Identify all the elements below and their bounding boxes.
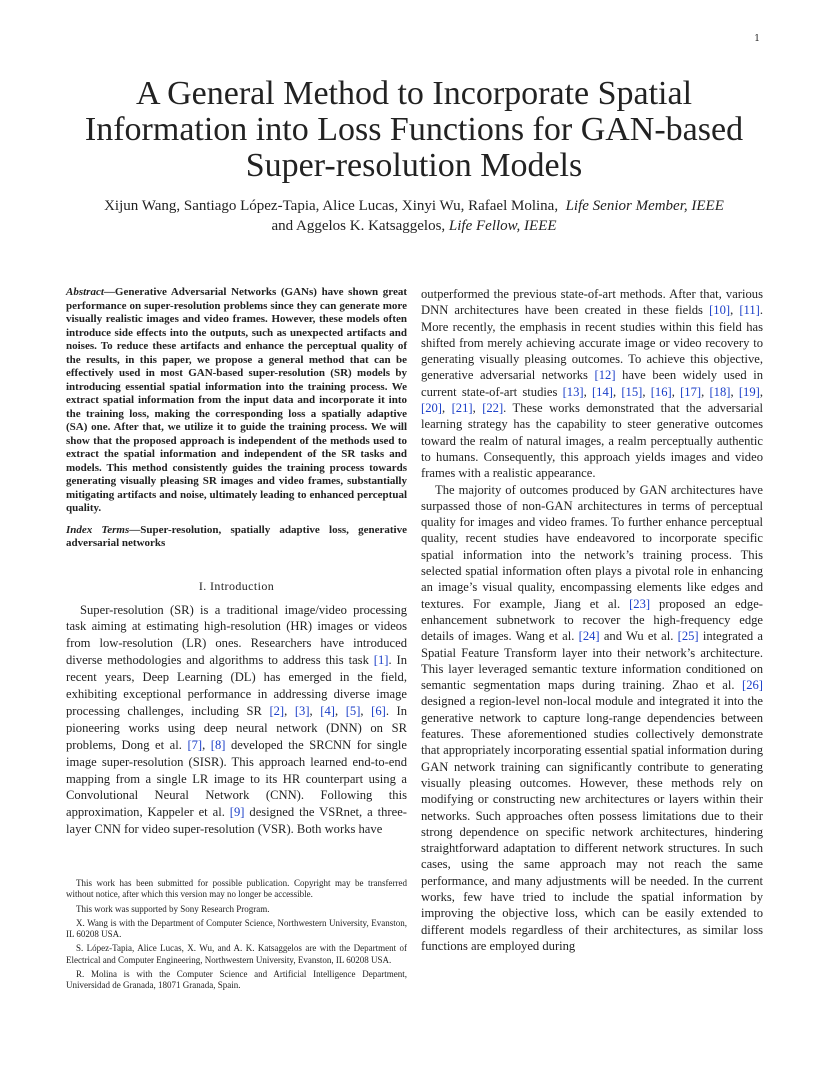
text-span: integrated a Spatial Feature Transform layer into their network’s architecture. This layer leveraged semantic texture information conditioned on semantic segmentation maps during training. Zhao et al. [421, 629, 763, 693]
author-names: and Aggelos K. Katsaggelos, [271, 218, 446, 234]
text-span: , [309, 703, 321, 718]
footnote: S. López-Tapia, Alice Lucas, X. Wu, and A. K. Katsaggelos are with the Department of Electrical and Computer Engineering, Northwestern University, Evanston, IL 60208 USA. [66, 943, 407, 965]
body-paragraph [421, 482, 763, 955]
citation-link[interactable]: [17] [680, 384, 702, 399]
citation-link[interactable]: [19] [738, 384, 760, 399]
citation-link[interactable]: [6] [371, 703, 386, 718]
text-span: , [284, 703, 295, 718]
page-number: 1 [754, 34, 760, 44]
section-heading: I. Introduction [198, 578, 275, 593]
text-span: . These works demonstrated that the adversarial learning strategy has the capability to steer generative outcomes toward the realm of natural images, a realm perceptually authentic to humans. Consequently, this approach yields images and video frames with a realistic appearance. [421, 401, 764, 481]
citation-link[interactable]: [23] [629, 596, 651, 611]
text-span: . More recently, the emphasis in recent studies within this field has shifted from merely achieving accurate image or video recovery to generating visually pleasing outcomes. To achieve this objective, generative adversarial networks [421, 303, 763, 383]
left-column [66, 286, 407, 838]
author-line [60, 216, 768, 236]
text-span: designed a region-level non-local module and integrated it into the generative network to capture long-range dependencies between features. These aforementioned studies collectively demonstrate that appropriately incorporating essential spatial information during GAN network training can significantly contribute to generating visually pleasing outcomes. However, these methods rely on modifying or constructing new architectures or layers within their networks. Such approaches often possess limitations due to their strong dependence on specific network architectures, hindering straightforward adaptation to different network structures. In such cases, using the same approach may not reach the same performance, and many adjustments will be needed. In the current works, few have tried to include the spatial information by improving the objective loss, which can be easily extended to different models regardless of their architectures, as similar loss functions are employed during [421, 694, 763, 953]
title-line: Super-resolution Models [245, 147, 583, 184]
abstract-label: Abstract [66, 286, 104, 298]
footnotes [66, 878, 407, 995]
index-terms [66, 524, 407, 551]
citation-link[interactable]: [11] [739, 303, 760, 318]
text-span: , [583, 384, 592, 399]
author-line [60, 196, 768, 216]
author-role: Life Fellow, IEEE [448, 218, 557, 234]
abstract-text: —Generative Adversarial Networks (GANs) have shown great performance on super-resolution problems since they can generate more visually realistic images and video frames. However, these models often introduce side effects into the outputs, such as unexpected artifacts and noises. To reduce these artifacts and enhance the perceptual quality of the results, in this paper, we propose a general method that can be effectively used in most GAN-based super-resolution (SR) models by introducing essential spatial information into the training process. We extract spatial information from the input data and incorporate it into the training loss, making the corresponding loss a spatially adaptive (SA) one. After that, we utilize it to guide the training process. We will show that the proposed approach is independent of the methods used to extract the spatial information and independent of the SR tasks and models. This method consistently guides the training process towards generating visually pleasing SR images and video frames, substantially mitigating artifacts and noise, ultimately leading to enhanced perceptual quality. [66, 286, 407, 514]
paper-title [60, 76, 768, 184]
author-list [60, 196, 768, 236]
citation-link[interactable]: [4] [320, 703, 335, 718]
citation-link[interactable]: [7] [187, 737, 203, 752]
text-span: , [612, 384, 622, 399]
citation-link[interactable]: [8] [210, 737, 226, 752]
citation-link[interactable]: [21] [451, 401, 473, 416]
text-span: , [730, 384, 739, 399]
text-span: Super-resolution (SR) is a traditional image/video processing task aiming at estimating high-resolution (HR) images or videos from low-resolution (LR) ones. Researchers have introduced diverse methodologies and algorithms to address this task [66, 602, 407, 668]
intro-paragraph [66, 602, 407, 839]
citation-link[interactable]: [26] [742, 678, 763, 693]
text-span: , [730, 303, 740, 318]
citation-link[interactable]: [1] [373, 653, 389, 668]
citation-link[interactable]: [18] [709, 384, 731, 399]
footnote: This work has been submitted for possible publication. Copyright may be transferred without notice, after which this version may no longer be accessible. [66, 878, 407, 900]
citation-link[interactable]: [16] [650, 384, 672, 399]
citation-link[interactable]: [24] [578, 629, 600, 644]
text-span: , [701, 384, 710, 399]
text-span: , [671, 384, 681, 399]
citation-link[interactable]: [5] [345, 703, 361, 718]
citation-link[interactable]: [10] [709, 303, 731, 318]
citation-link[interactable]: [22] [482, 401, 504, 416]
citation-link[interactable]: [25] [677, 629, 699, 644]
text-span: proposed an edge-enhancement subnetwork to recover the high-frequency edge details of images. Wang et al. [421, 596, 764, 644]
citation-link[interactable]: [14] [591, 384, 613, 399]
text-span: outperformed the previous state-of-art methods. After that, various DNN architectures have been created in these fields [421, 287, 763, 318]
author-role: Life Senior Member, IEEE [565, 198, 724, 214]
text-span: have been widely used in current state-of-art studies [421, 368, 764, 399]
text-span: and Wu et al. [599, 629, 678, 644]
text-span: , [472, 401, 483, 416]
text-span: . In pioneering works using deep neural network (DNN) on SR problems, Dong et al. [66, 703, 408, 752]
author-names: Xijun Wang, Santiago López-Tapia, Alice Lucas, Xinyi Wu, Rafael Molina, [104, 198, 559, 214]
text-span: , [441, 401, 452, 416]
body-paragraph [421, 286, 763, 482]
text-span: . In recent years, Deep Learning (DL) has emerged in the field, exhibiting exceptional performance in addressing diverse image processing challenges, including SR [66, 653, 407, 718]
citation-link[interactable]: [15] [621, 384, 643, 399]
text-span: developed the SRCNN for single image super-resolution (SISR). This approach learned end-to-end mapping from a single LR image to its HR counterpart using a Convolutional Neural Network (CNN). Following this approximation, Kappeler et al. [66, 737, 407, 820]
citation-link[interactable]: [9] [229, 805, 245, 820]
citation-link[interactable]: [13] [562, 384, 584, 399]
text-span: , [642, 384, 651, 399]
title-line: A General Method to Incorporate Spatial [135, 75, 693, 112]
text-span: designed the VSRnet, a three-layer CNN for video super-resolution (VSR). Both works have [66, 805, 408, 837]
text-span: , [360, 703, 372, 718]
citation-link[interactable]: [3] [294, 703, 310, 718]
index-terms-text: —Super-resolution, spatially adaptive loss, generative adversarial networks [66, 523, 407, 549]
title-line: Information into Loss Functions for GAN-based [84, 111, 744, 148]
abstract [66, 286, 407, 516]
citation-link[interactable]: [12] [594, 368, 616, 383]
text-span: , [759, 384, 763, 399]
footnote: This work was supported by Sony Research Program. [76, 903, 270, 914]
text-span: , [334, 703, 346, 718]
text-span: , [202, 737, 211, 752]
footnote: R. Molina is with the Computer Science and Artificial Intelligence Department, Universidad de Granada, 18071 Granada, Spain. [66, 969, 407, 991]
text-span: The majority of outcomes produced by GAN architectures have surpassed those of non-GAN architectures in terms of perceptual quality for images and video frames. To further enhance perceptual quality, recent studies have endeavored to incorporate specific spatial information into the network’s training process. This selected spatial information often plays a pivotal role in enhancing an image’s visual quality, encompassing elements like edges and textures. For example, Jiang et al. [421, 482, 763, 611]
footnote: X. Wang is with the Department of Computer Science, Northwestern University, Evanston, IL 60208 USA. [66, 917, 407, 940]
citation-link[interactable]: [2] [269, 703, 285, 718]
citation-link[interactable]: [20] [421, 401, 442, 416]
right-column [421, 286, 763, 954]
index-terms-label: Index Terms [66, 523, 130, 536]
